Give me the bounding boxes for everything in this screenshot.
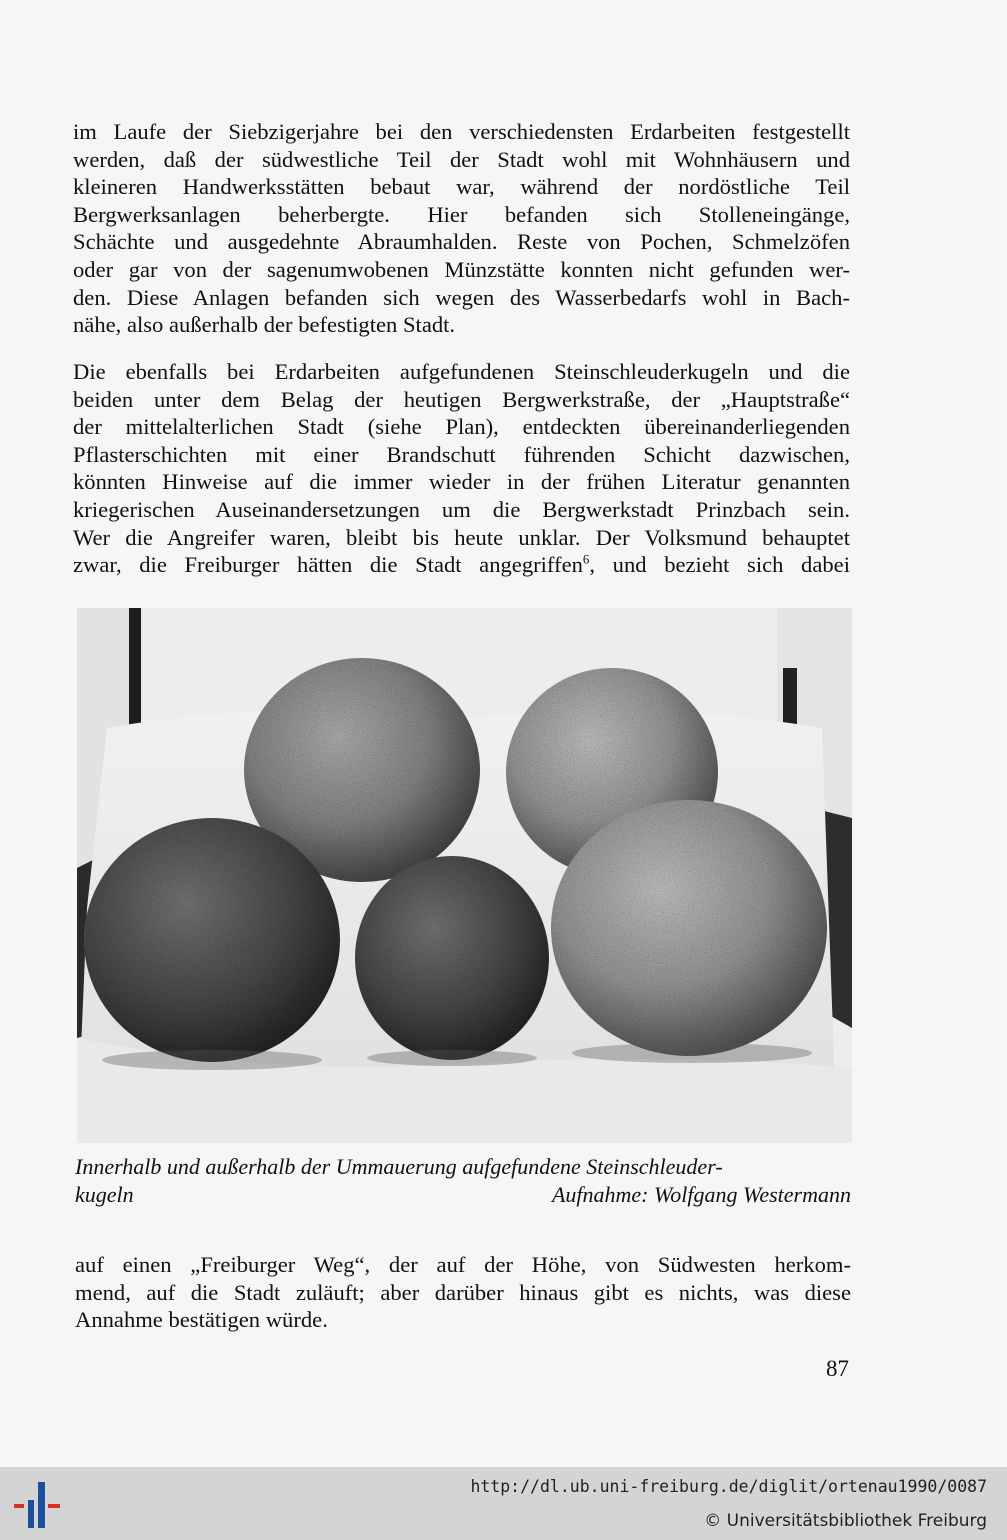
library-logo-icon: [12, 1480, 64, 1532]
text-line: den. Diese Anlagen befanden sich wegen des Wasserbedarfs wohl in Bach-: [73, 284, 850, 310]
caption-text: kugeln: [75, 1181, 134, 1207]
text-line: beiden unter dem Belag der heutigen Bergwerkstraße, der „Hauptstraße“: [73, 386, 850, 412]
text-line: Schächte und ausgedehnte Abraumhalden. Reste von Pochen, Schmelzöfen: [73, 229, 850, 255]
document-url-link[interactable]: http://dl.ub.uni-freiburg.de/diglit/ortenau1990/0087: [470, 1477, 987, 1496]
paragraph-1: [73, 118, 850, 339]
caption-text: Innerhalb und außerhalb der Ummauerung aufgefundene Steinschleuder-: [75, 1154, 723, 1179]
copyright-text: © Universitätsbibliothek Freiburg: [704, 1511, 987, 1531]
cannonballs-photo: [77, 608, 852, 1143]
text-line-with-footnote: [73, 551, 850, 579]
text-line: kleineren Handwerksstätten bebaut war, während der nordöstliche Teil: [73, 174, 850, 200]
text-line: könnten Hinweise auf die immer wieder in der frühen Literatur genannten: [73, 469, 850, 495]
text-line: nähe, also außerhalb der befestigten Stadt.: [73, 312, 456, 338]
text-line: oder gar von der sagenumwobenen Münzstätte konnten nicht gefunden wer-: [73, 256, 850, 282]
paragraph-2: [73, 358, 850, 579]
footnote-marker[interactable]: 6: [582, 551, 590, 567]
text-segment: , und bezieht sich dabei: [589, 552, 850, 578]
paragraph-3: [75, 1251, 851, 1334]
text-line: mend, auf die Stadt zuläuft; aber darüber hinaus gibt es nichts, was diese: [75, 1279, 851, 1305]
photo-caption: [75, 1153, 851, 1208]
text-line: werden, daß der südwestliche Teil der Stadt wohl mit Wohnhäusern und: [73, 146, 850, 172]
caption-line-1: [75, 1153, 851, 1181]
text-line: Die ebenfalls bei Erdarbeiten aufgefundenen Steinschleuderkugeln und die: [73, 359, 850, 384]
page-number: 87: [826, 1356, 849, 1381]
text-line: Annahme bestätigen würde.: [75, 1307, 328, 1333]
text-line: kriegerischen Auseinandersetzungen um die Bergwerkstadt Prinzbach sein.: [73, 496, 850, 522]
text-line: auf einen „Freiburger Weg“, der auf der Höhe, von Südwesten herkom-: [75, 1252, 851, 1277]
text-line: im Laufe der Siebzigerjahre bei den verschiedensten Erdarbeiten festgestellt: [73, 119, 850, 144]
footer-bar: [0, 1467, 1007, 1540]
text-line: Bergwerksanlagen beherbergte. Hier befanden sich Stolleneingänge,: [73, 201, 850, 227]
text-line: Wer die Angreifer waren, bleibt bis heute unklar. Der Volksmund behauptet: [73, 524, 850, 550]
photo-credit: Aufnahme: Wolfgang Westermann: [551, 1181, 851, 1207]
text-line: Pflasterschichten mit einer Brandschutt führenden Schicht dazwischen,: [73, 441, 850, 467]
caption-line-2: [75, 1181, 851, 1209]
text-line: der mittelalterlichen Stadt (siehe Plan), entdeckten übereinanderliegenden: [73, 414, 850, 440]
text-segment: zwar, die Freiburger hätten die Stadt angegriffen: [73, 552, 583, 578]
